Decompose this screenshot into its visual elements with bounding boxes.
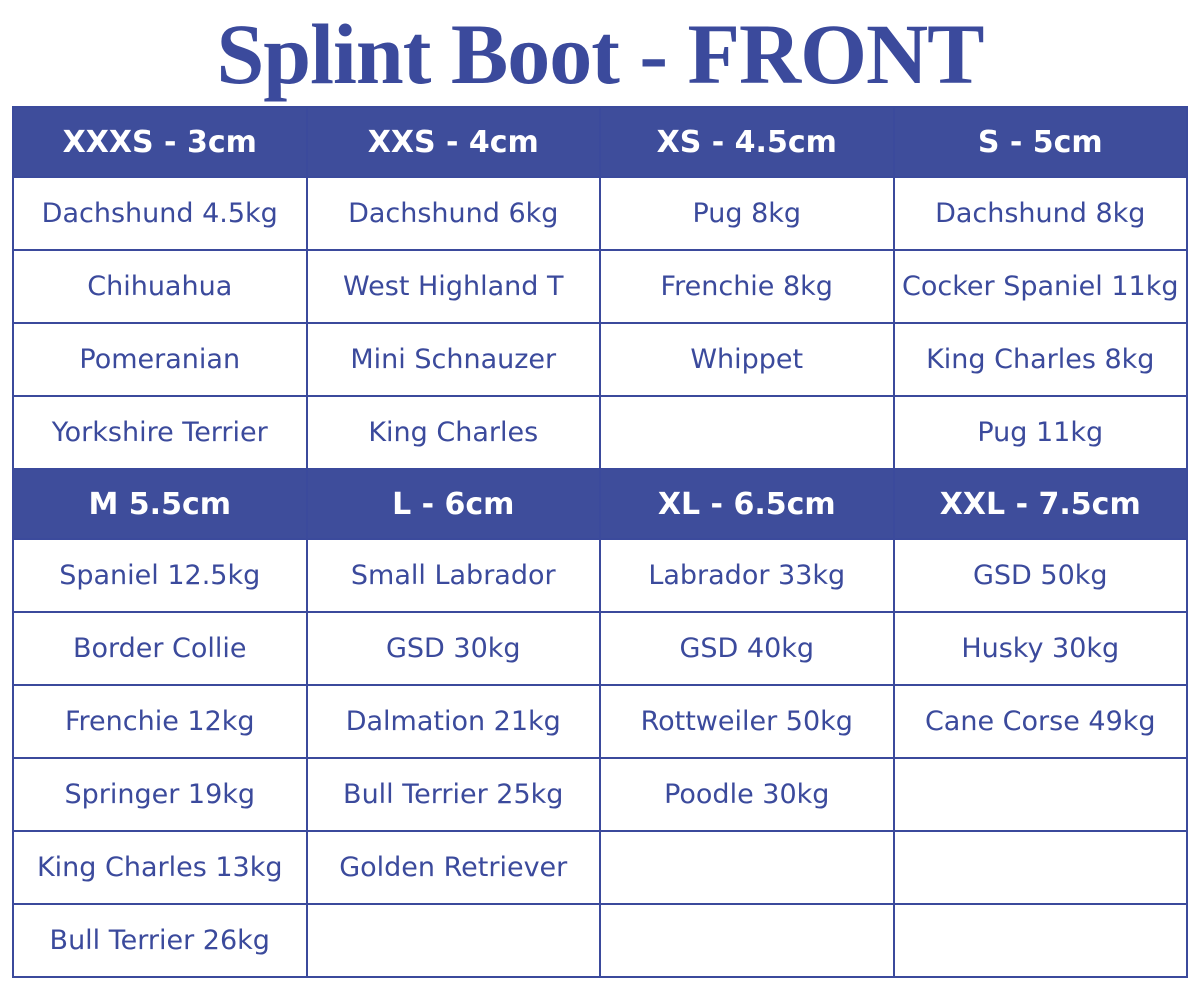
breed-cell: Frenchie 8kg (600, 250, 894, 323)
breed-cell: Chihuahua (13, 250, 307, 323)
table-row (13, 904, 1187, 977)
breed-cell: Bull Terrier 25kg (307, 758, 601, 831)
table-row (13, 250, 1187, 323)
size-header-cell: XL - 6.5cm (600, 469, 894, 539)
breed-cell: Bull Terrier 26kg (13, 904, 307, 977)
breed-cell: Cocker Spaniel 11kg (894, 250, 1188, 323)
breed-cell: King Charles (307, 396, 601, 469)
breed-cell-empty (600, 904, 894, 977)
breed-cell: Labrador 33kg (600, 539, 894, 612)
breed-cell: Husky 30kg (894, 612, 1188, 685)
breed-cell: Frenchie 12kg (13, 685, 307, 758)
breed-cell: Small Labrador (307, 539, 601, 612)
size-header-cell: S - 5cm (894, 107, 1188, 177)
breed-cell-empty (600, 396, 894, 469)
section-header-row (13, 107, 1187, 177)
size-header-cell: XS - 4.5cm (600, 107, 894, 177)
breed-cell: Poodle 30kg (600, 758, 894, 831)
breed-cell: Dachshund 6kg (307, 177, 601, 250)
breed-cell: Spaniel 12.5kg (13, 539, 307, 612)
breed-cell: West Highland T (307, 250, 601, 323)
table-row (13, 323, 1187, 396)
breed-cell: Pug 11kg (894, 396, 1188, 469)
table-row (13, 685, 1187, 758)
breed-cell: Dachshund 4.5kg (13, 177, 307, 250)
breed-cell: Cane Corse 49kg (894, 685, 1188, 758)
table-row (13, 831, 1187, 904)
breed-cell: Dachshund 8kg (894, 177, 1188, 250)
breed-cell: Pug 8kg (600, 177, 894, 250)
table-row (13, 612, 1187, 685)
size-header-cell: XXS - 4cm (307, 107, 601, 177)
size-chart-table (12, 106, 1188, 978)
size-header-cell: XXL - 7.5cm (894, 469, 1188, 539)
breed-cell-empty (894, 831, 1188, 904)
breed-cell-empty (894, 904, 1188, 977)
table-row (13, 758, 1187, 831)
breed-cell: GSD 40kg (600, 612, 894, 685)
breed-cell-empty (600, 831, 894, 904)
breed-cell-empty (307, 904, 601, 977)
table-row (13, 539, 1187, 612)
breed-cell-empty (894, 758, 1188, 831)
section-header-row (13, 469, 1187, 539)
breed-cell: Border Collie (13, 612, 307, 685)
breed-cell: Mini Schnauzer (307, 323, 601, 396)
table-row (13, 177, 1187, 250)
breed-cell: King Charles 13kg (13, 831, 307, 904)
page-title: Splint Boot - FRONT (216, 6, 984, 102)
size-header-cell: XXXS - 3cm (13, 107, 307, 177)
breed-cell: Springer 19kg (13, 758, 307, 831)
breed-cell: Golden Retriever (307, 831, 601, 904)
breed-cell: Dalmation 21kg (307, 685, 601, 758)
size-header-cell: L - 6cm (307, 469, 601, 539)
breed-cell: Rottweiler 50kg (600, 685, 894, 758)
breed-cell: GSD 30kg (307, 612, 601, 685)
breed-cell: Pomeranian (13, 323, 307, 396)
breed-cell: GSD 50kg (894, 539, 1188, 612)
table-row (13, 396, 1187, 469)
size-header-cell: M 5.5cm (13, 469, 307, 539)
breed-cell: Whippet (600, 323, 894, 396)
size-chart-body (13, 107, 1187, 977)
breed-cell: King Charles 8kg (894, 323, 1188, 396)
breed-cell: Yorkshire Terrier (13, 396, 307, 469)
